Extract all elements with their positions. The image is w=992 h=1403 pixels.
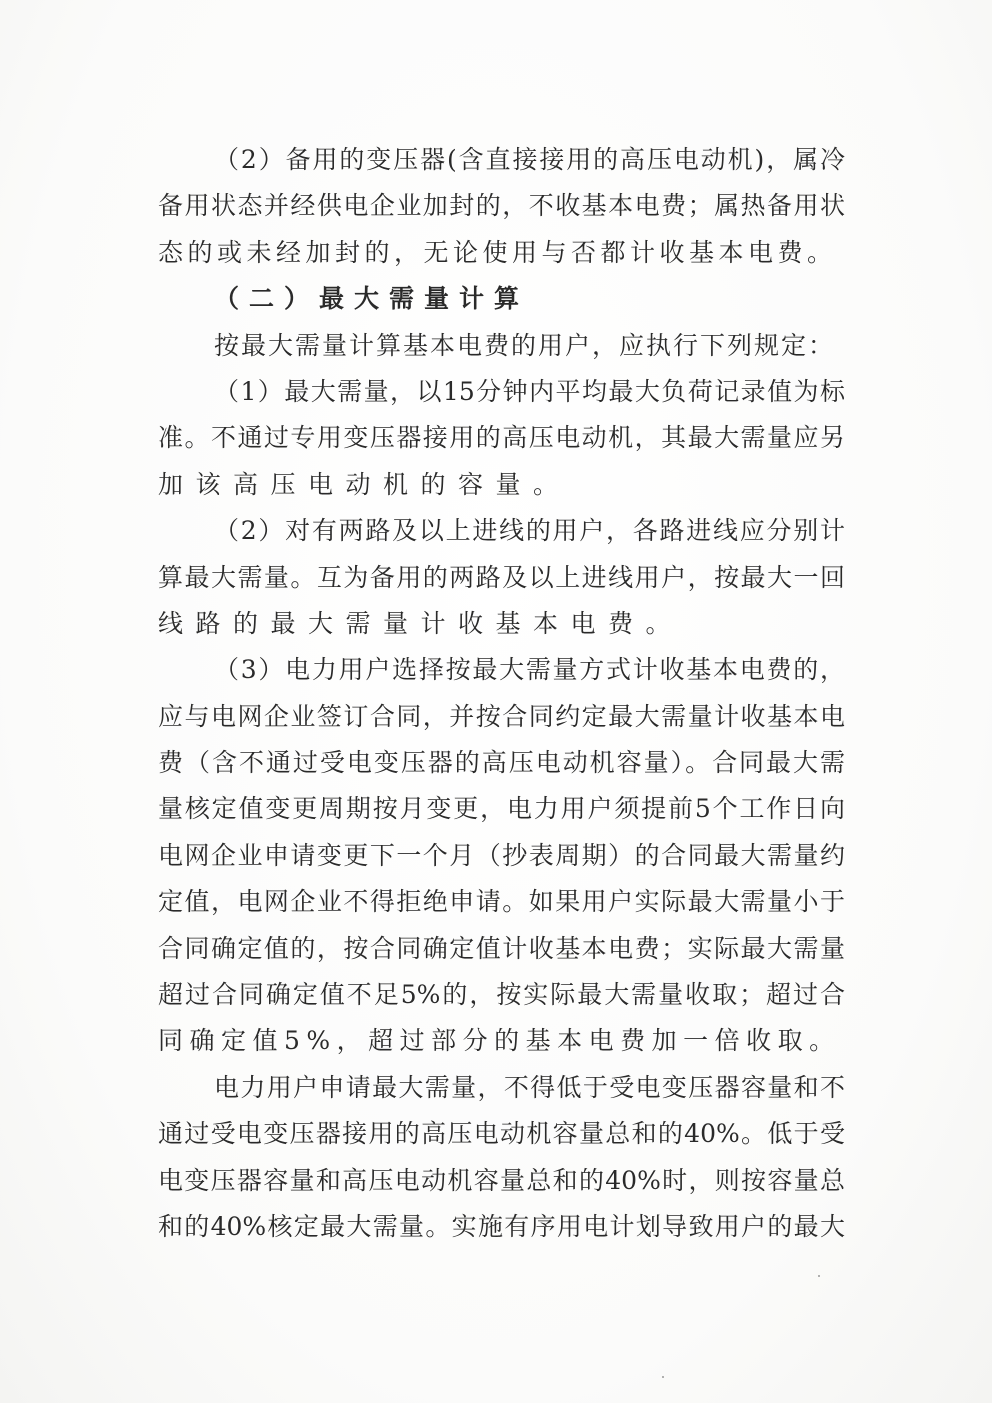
paragraph-intro: 按最大需量计算基本电费的用户，应执行下列规定： [214, 330, 836, 360]
text-line: 线路的最大需量计收基本电费。 [158, 608, 684, 638]
text-line: 应与电网企业签订合同，并按合同约定最大需量计收基本电 [158, 701, 845, 731]
text-line: 和的40%核定最大需量。实施有序用电计划导致用户的最大 [158, 1211, 845, 1241]
text-line: 准。不通过专用变压器接用的高压电动机，其最大需量应另 [158, 423, 845, 453]
text-line: （2）备用的变压器(含直接接用的高压电动机)，属冷 [214, 145, 845, 174]
text-line: 电网企业申请变更下一个月（抄表周期）的合同最大需量约 [158, 840, 845, 870]
scan-speck [662, 1376, 664, 1378]
paragraph-item-1 [158, 369, 845, 508]
text-line: 定值，电网企业不得拒绝申请。如果用户实际最大需量小于 [158, 887, 845, 917]
text-line: 通过受电变压器接用的高压电动机容量总和的40%。低于受 [158, 1119, 845, 1149]
text-line: 同确定值5%，超过部分的基本电费加一倍收取。 [158, 1026, 841, 1056]
scan-speck [818, 1275, 820, 1277]
text-line: 电变压器容量和高压电动机容量总和的40%时，则按容量总 [158, 1165, 845, 1195]
paragraph-application [158, 1065, 845, 1251]
paragraph-item-2 [158, 508, 845, 647]
text-line: （2）对有两路及以上进线的用户，各路进线应分别计 [214, 516, 845, 546]
text-line: 超过合同确定值不足5%的，按实际最大需量收取；超过合 [158, 980, 845, 1010]
text-line: （1）最大需量，以15分钟内平均最大负荷记录值为标 [214, 376, 845, 406]
document-body [158, 137, 845, 1250]
text-line: 算最大需量。互为备用的两路及以上进线用户，按最大一回 [158, 562, 845, 592]
text-line: 量核定值变更周期按月变更，电力用户须提前5个工作日向 [158, 794, 845, 824]
paragraph-standby-transformer [158, 137, 845, 276]
text-line: 态的或未经加封的，无论使用与否都计收基本电费。 [158, 237, 837, 267]
section-heading: （二）最大需量计算 [214, 284, 530, 314]
text-line: 费（含不通过受电变压器的高压电动机容量）。合同最大需 [158, 748, 845, 778]
text-line: 备用状态并经供电企业加封的，不收基本电费；属热备用状 [158, 191, 845, 221]
text-line: （3）电力用户选择按最大需量方式计收基本电费的， [214, 655, 845, 685]
text-line: 电力用户申请最大需量，不得低于受电变压器容量和不 [214, 1072, 845, 1102]
text-line: 加该高压电动机的容量。 [158, 469, 571, 499]
paragraph-item-3 [158, 647, 845, 1065]
text-line: 合同确定值的，按合同确定值计收基本电费；实际最大需量 [158, 933, 845, 963]
